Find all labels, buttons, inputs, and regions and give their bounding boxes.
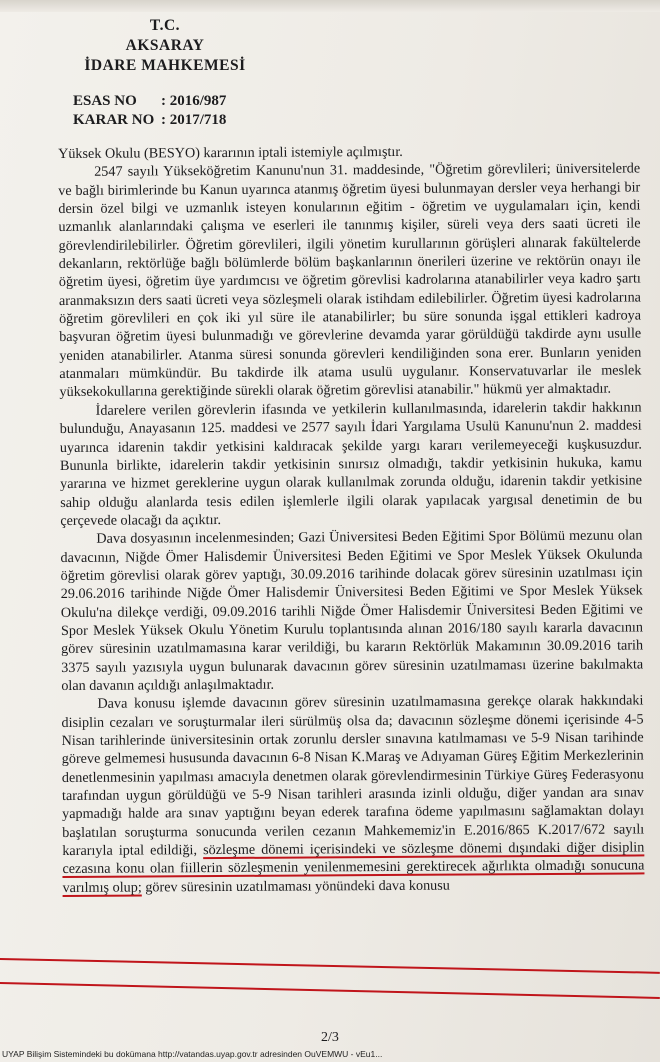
evaluation-text-end: görev süresinin uzatılmaması yönündeki dava konusu — [141, 877, 450, 896]
red-underlined-passage: sözleşme dönemi içerisindeki ve sözleşme dönemi dışındaki diğer disiplin cezasına konu olan fiillerin sözleşmenin yenilenmemesini gerektirecek ağırlıkta olmadığı sonucuna varılmış olup; — [62, 839, 645, 896]
document-body — [58, 141, 645, 897]
esas-label: ESAS NO — [73, 93, 137, 109]
page-number: 2/3 — [321, 1030, 339, 1045]
uyap-footer: UYAP Bilişim Sistemindeki bu dokümana http://vatandas.uyap.gov.tr adresinden OuVEMWU - vEu1... — [2, 1049, 383, 1059]
header-court: İDARE MAHKEMESİ — [84, 57, 246, 74]
page-edge-shadow — [0, 0, 660, 12]
paragraph-law-article: 2547 sayılı Yükseköğretim Kanunu'nun 31. maddesinde, "Öğretim görevlileri; üniversitelerde ve bağlı birimlerinde bu Kanun uyarınca atanmış öğretim üyesi bulunmayan dersler veya herhangi bir dersin özel bilgi ve uzmanlık isteyen konularının eğitim - öğretim ve uygulamaları için, kendi uzmanlık alanlarındaki çalışma ve eserleri ile tanınmış kişiler, süreli veya ders saati ücreti ile görevlendirilebilirler. Öğretim görevlileri, ilgili yönetim kurullarının görüşleri alınarak fakültelerde dekanların, rektörlüğe bağlı bölümlerde bölüm başkanlarının önerileri üzerine ve rektörün onayı ile öğretim üyesi, öğretim üye yardımcısı ve öğretim görevlisi kadrolarına atanabilirler veya kadro şartı aranmaksızın ders saati ücreti veya sözleşmeli olarak istihdam edilebilirler. Öğretim üyesi kadrolarına öğretim görevlileri en çok iki yıl süre ile atanabilirler; bu süre sonunda işgal ettikleri kadroya başvuran öğretim üyesi bulunmadığı ve görevlerine devamda yarar görüldüğü takdirde aynı usulle yeniden atanabilirler. Atanma süresi sonunda görevleri kendiliğinden sona erer. Bunların yeniden atanmaları mümkündür. Bu takdirde ilk atama usulü uygulanır. Konservatuvarlar ile meslek yüksekokullarına gerektiğinde sürekli olarak öğretim görevlisi atanabilir." hükmü yer almaktadır. — [58, 160, 642, 401]
karar-row — [73, 111, 473, 130]
karar-value: : 2017/718 — [161, 112, 227, 128]
paragraph-discretion: İdarelere verilen görevlerin ifasında ve yetkilerin kullanılmasında, idarelerin takdir hakkının bulunduğu, Anayasanın 125. maddesi ve 2577 sayılı İdari Yargılama Usulü Kanunu'nun 2. maddesi uyarınca idarenin takdir yetkisini kaldıracak şekilde yargı kararı verilemeyeceği kuşkusuzdur. Bununla birlikte, idarelerin takdir yetkisinin sınırsız olmadığı, takdir yetkisinin hukuka, kamu yararına ve hizmet gereklerine uygun olarak kullanılmak zorunda olduğu, idarenin takdir yetkisine sahip olduğu alanlarda tesis edilen işlemlerle ilgili olarak yapılacak yargısal denetimin de bu çerçevede olacağı da açıktır. — [59, 399, 643, 529]
case-numbers — [73, 92, 473, 130]
header-country: T.C. — [149, 17, 181, 34]
paragraph-case-facts: Dava dosyasının incelenmesinden; Gazi Üniversitesi Beden Eğitimi Spor Bölümü mezunu olan davacının, Niğde Ömer Halisdemir Üniversitesi Beden Eğitimi ve Spor Meslek Yüksek Okulunda öğretim görevlisi olarak görev yaptığı, 30.09.2016 tarihinde dolacak görev süresinin uzatılması için 29.06.2016 tarihinde Niğde Ömer Halisdemir Üniversitesi Beden Eğitimi ve Spor Meslek Yüksek Okulu'na dilekçe verdiği, 09.09.2016 tarihli Niğde Ömer Halisdemir Üniversitesi Beden Eğitimi ve Spor Meslek Yüksek Okulu Yönetim Kurulu toplantısında alınan 2016/180 sayılı kararla davacının görev süresinin uzatılmamasına karar verildiği, bu kararın Rektörlük Makamının 30.09.2016 tarih 3375 sayılı yazısıyla uygun bulunarak davacının görev süresinin uzatılmaması üzerine bakılmakta olan davanın açıldığı anlaşılmaktadır. — [60, 527, 644, 694]
court-header — [0, 16, 330, 76]
red-pen-line-2 — [0, 982, 660, 999]
evaluation-text-start: Dava konusu işlemde davacının görev süresinin uzatılmamasına gerekçe olarak hakkındaki disiplin cezaları ve soruşturmalar ileri sürülmüş olsa da; davacının sözleşme dönemi içerisinde 4-5 Nisan tarihlerinde üniversitesinin ortak zorunlu dersler sınavına katılmaması ve 5-9 Nisan tarihinde göreve gelmemesi hususunda davacının 6-8 Nisan K.Maraş ve Adıyaman Güreş Eğitim Merkezlerinin denetlenmesinin yapılması amacıyla denetmen olarak görevlendirmesinin Türkiye Güreş Federasyonu tarafından uygun görüldüğü ve 5-9 Nisan tarihleri arasında izinli olduğu, diğer yandan ara sınav yapmadığı halde ara sınav yaptığını beyan ederek tarafına ödeme yapılmasını sağlamaktan dolayı başlatılan soruşturma sonucunda verilen cezanın Mahkememiz'in E.2016/865 K.2017/672 sayılı kararıyla iptal edildiği, — [61, 692, 645, 860]
esas-value: : 2016/987 — [161, 93, 227, 109]
karar-label: KARAR NO — [73, 112, 155, 128]
red-pen-line-1 — [0, 958, 660, 974]
header-city: AKSARAY — [125, 37, 205, 54]
paragraph-evaluation — [61, 692, 644, 897]
paragraph-intro: Yüksek Okulu (BESYO) kararının iptali istemiyle açılmıştır. — [58, 143, 403, 162]
esas-row — [73, 92, 473, 111]
